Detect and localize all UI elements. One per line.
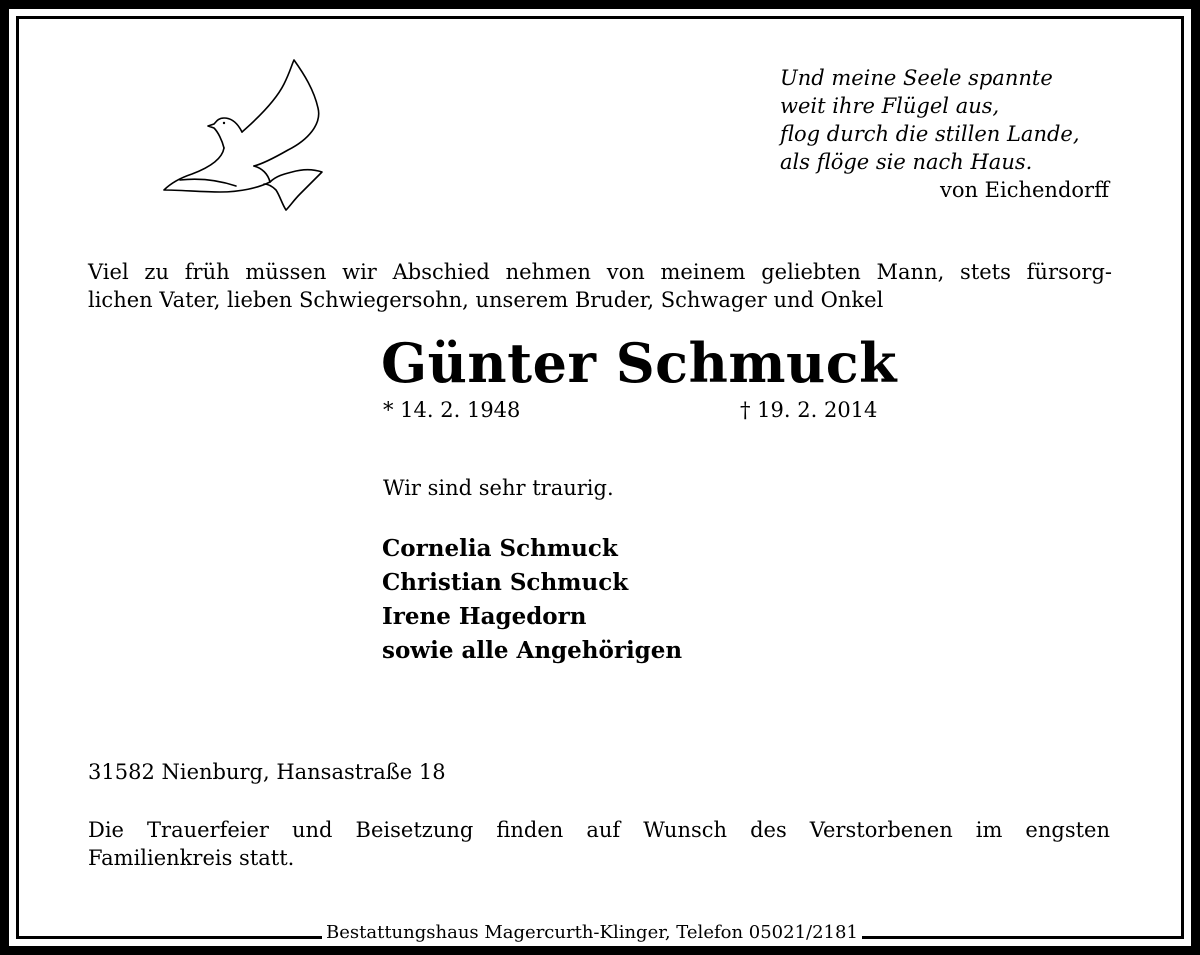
mourner-name: Cornelia Schmuck [382,535,618,562]
poem-author: von Eichendorff [939,178,1109,202]
address: 31582 Nienburg, Hansastraße 18 [88,760,446,784]
mourners-list [382,532,682,668]
poem-block [780,64,1115,204]
birth-date: * 14. 2. 1948 [383,398,521,422]
poem-line: weit ihre Flügel aus, [780,94,1000,118]
dove-icon [158,56,328,216]
intro-line: lichen Vater, lieben Schwiegersohn, unserem Bruder, Schwager und Onkel [88,288,884,312]
deceased-name: Günter Schmuck [381,331,898,395]
mourner-name: Christian Schmuck [382,569,629,596]
funeral-home-footer: Bestattungshaus Magercurth-Klinger, Telefon 05021/2181 [322,922,862,944]
funeral-notice [88,816,1110,872]
intro-text [88,258,1112,314]
funeral-line: Die Trauerfeier und Beisetzung finden auf Wunsch des Verstorbenen im engsten [88,818,1110,842]
mourning-message: Wir sind sehr traurig. [383,476,614,500]
poem-line: flog durch die stillen Lande, [780,122,1080,146]
funeral-line: Familienkreis statt. [88,846,295,870]
poem-line: Und meine Seele spannte [780,66,1053,90]
intro-line: Viel zu früh müssen wir Abschied nehmen von meinem geliebten Mann, stets fürsorg- [88,260,1112,284]
death-date: † 19. 2. 2014 [740,398,878,422]
poem-line: als flöge sie nach Haus. [780,150,1033,174]
mourner-name: Irene Hagedorn [382,603,587,630]
mourner-name: sowie alle Angehörigen [382,637,683,664]
